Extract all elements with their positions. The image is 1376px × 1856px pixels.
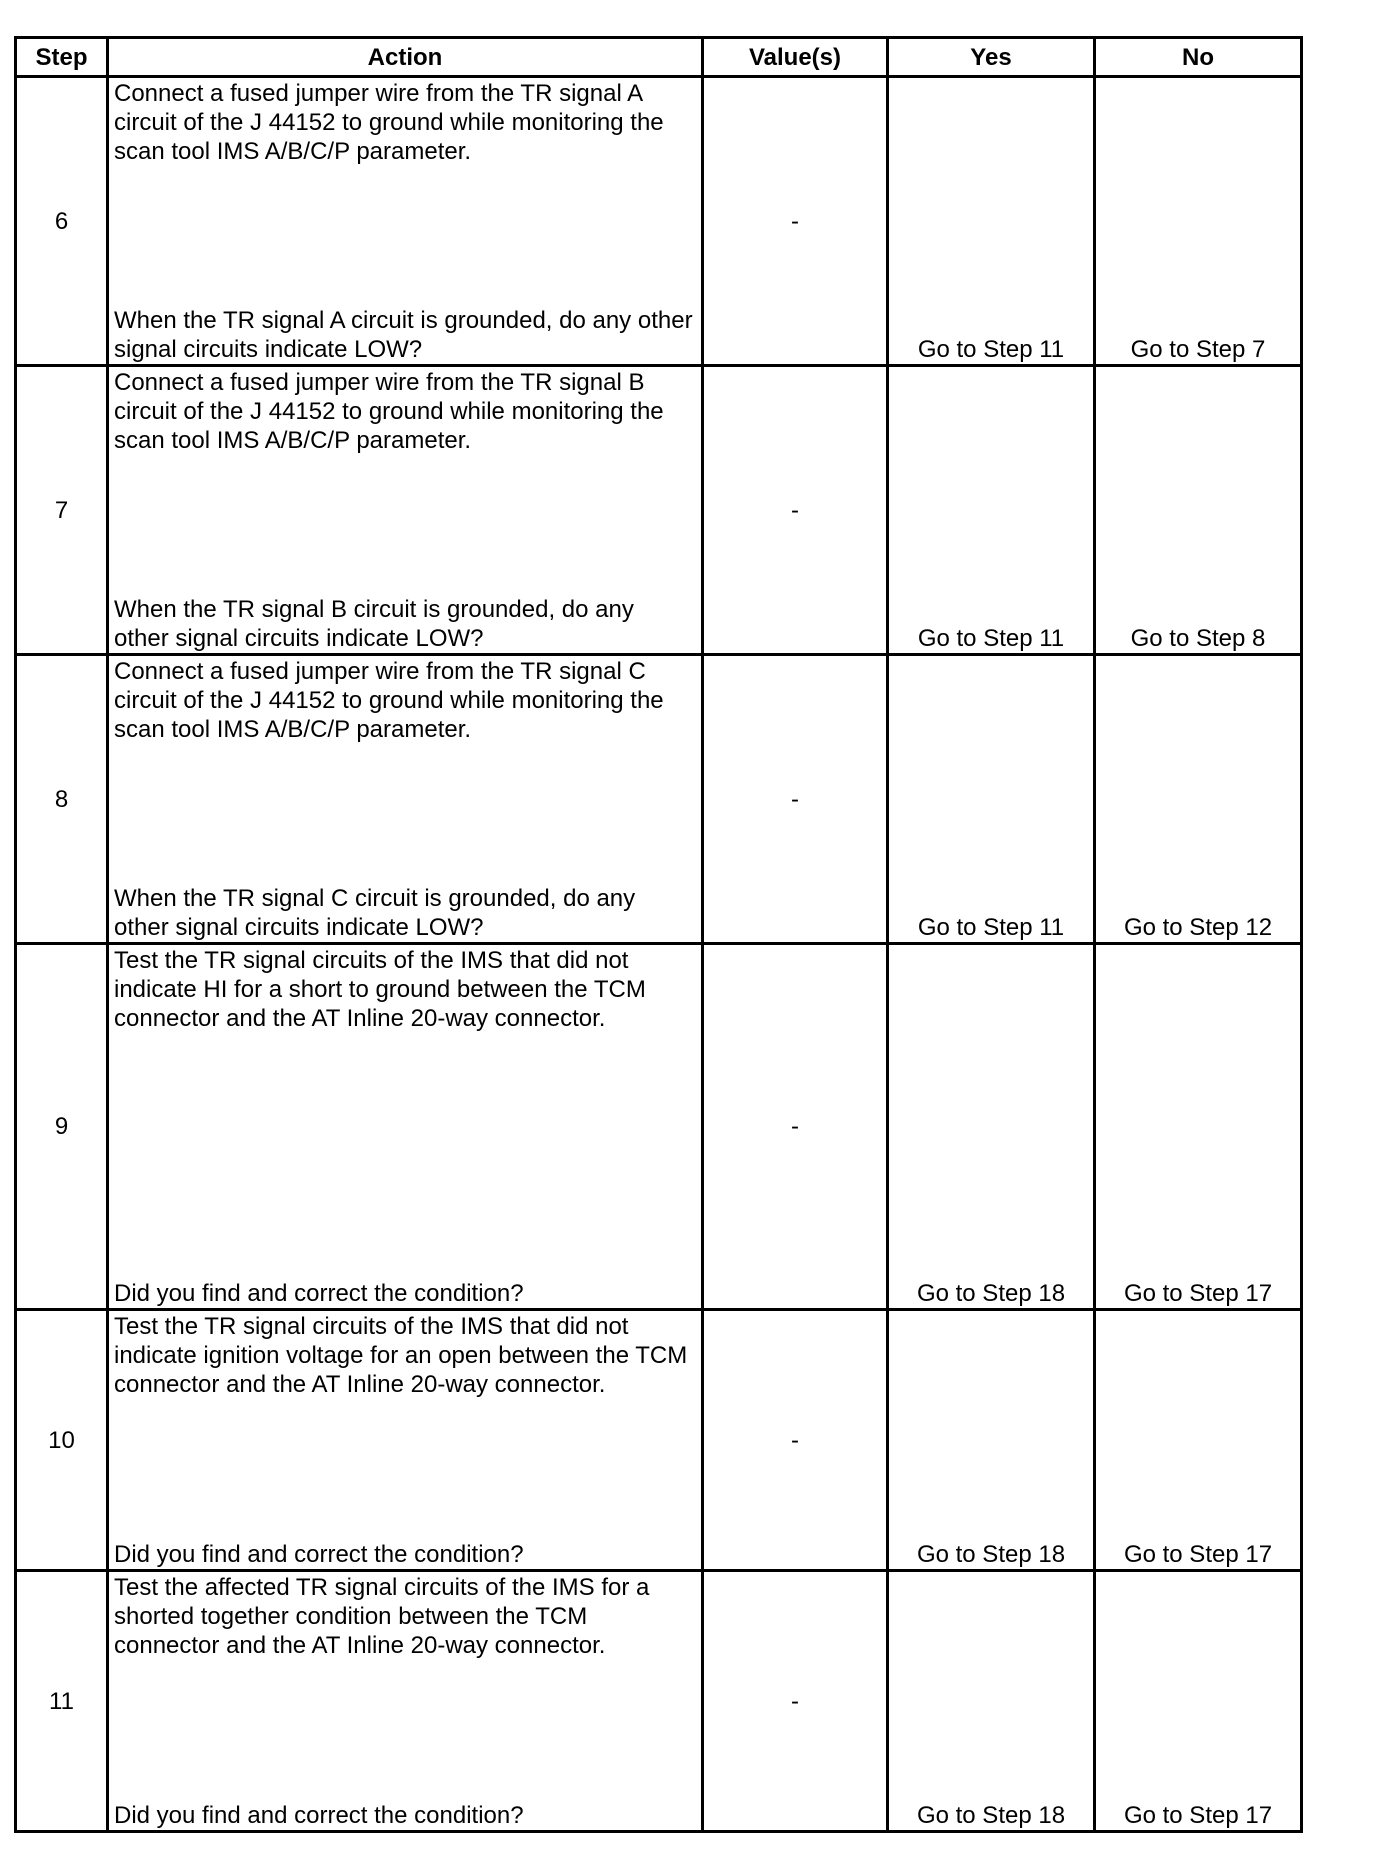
yes-result: Go to Step 11 xyxy=(888,366,1095,655)
yes-result: Go to Step 18 xyxy=(888,944,1095,1310)
header-yes: Yes xyxy=(888,38,1095,77)
action-cell xyxy=(108,1310,703,1571)
step-number: 9 xyxy=(16,944,108,1310)
step-number: 10 xyxy=(16,1310,108,1571)
no-result: Go to Step 7 xyxy=(1095,77,1302,366)
step-number: 11 xyxy=(16,1571,108,1832)
value-cell: - xyxy=(703,77,888,366)
action-cell xyxy=(108,366,703,655)
diagnostic-table xyxy=(14,36,1303,1833)
action-instruction: Test the affected TR signal circuits of the IMS for a shorted together condition between the TCM connector and the AT Inline 20-way connector. xyxy=(114,1574,650,1659)
yes-result: Go to Step 11 xyxy=(888,77,1095,366)
no-result: Go to Step 17 xyxy=(1095,944,1302,1310)
header-values: Value(s) xyxy=(703,38,888,77)
header-no: No xyxy=(1095,38,1302,77)
action-instruction: Connect a fused jumper wire from the TR signal A circuit of the J 44152 to ground while monitoring the scan tool IMS A/B/C/P parameter. xyxy=(114,80,664,165)
step-number: 6 xyxy=(16,77,108,366)
action-cell xyxy=(108,1571,703,1832)
action-instruction: Connect a fused jumper wire from the TR signal C circuit of the J 44152 to ground while monitoring the scan tool IMS A/B/C/P parameter. xyxy=(114,658,664,743)
no-result: Go to Step 17 xyxy=(1095,1310,1302,1571)
value-cell: - xyxy=(703,366,888,655)
action-question: Did you find and correct the condition? xyxy=(114,1541,524,1568)
header-step: Step xyxy=(16,38,108,77)
action-instruction: Test the TR signal circuits of the IMS that did not indicate ignition voltage for an open between the TCM connector and the AT Inline 20-way connector. xyxy=(114,1313,688,1398)
action-cell xyxy=(108,944,703,1310)
table-row xyxy=(16,1571,1302,1832)
table-row xyxy=(16,655,1302,944)
table-header-row xyxy=(16,38,1302,77)
value-cell: - xyxy=(703,1310,888,1571)
value-cell: - xyxy=(703,1571,888,1832)
table-row xyxy=(16,1310,1302,1571)
action-question: When the TR signal C circuit is grounded, do any other signal circuits indicate LOW? xyxy=(114,885,636,941)
action-cell xyxy=(108,77,703,366)
no-result: Go to Step 8 xyxy=(1095,366,1302,655)
yes-result: Go to Step 18 xyxy=(888,1571,1095,1832)
table-row xyxy=(16,77,1302,366)
step-number: 7 xyxy=(16,366,108,655)
action-question: When the TR signal A circuit is grounded, do any other signal circuits indicate LOW? xyxy=(114,307,693,363)
header-action: Action xyxy=(108,38,703,77)
no-result: Go to Step 17 xyxy=(1095,1571,1302,1832)
table-row xyxy=(16,366,1302,655)
yes-result: Go to Step 18 xyxy=(888,1310,1095,1571)
value-cell: - xyxy=(703,944,888,1310)
step-number: 8 xyxy=(16,655,108,944)
action-question: When the TR signal B circuit is grounded, do any other signal circuits indicate LOW? xyxy=(114,596,634,652)
no-result: Go to Step 12 xyxy=(1095,655,1302,944)
action-question: Did you find and correct the condition? xyxy=(114,1280,524,1307)
action-cell xyxy=(108,655,703,944)
yes-result: Go to Step 11 xyxy=(888,655,1095,944)
action-instruction: Test the TR signal circuits of the IMS that did not indicate HI for a short to ground between the TCM connector and the AT Inline 20-way connector. xyxy=(114,947,646,1032)
value-cell: - xyxy=(703,655,888,944)
table-row xyxy=(16,944,1302,1310)
action-question: Did you find and correct the condition? xyxy=(114,1802,524,1829)
action-instruction: Connect a fused jumper wire from the TR signal B circuit of the J 44152 to ground while monitoring the scan tool IMS A/B/C/P parameter. xyxy=(114,369,664,454)
